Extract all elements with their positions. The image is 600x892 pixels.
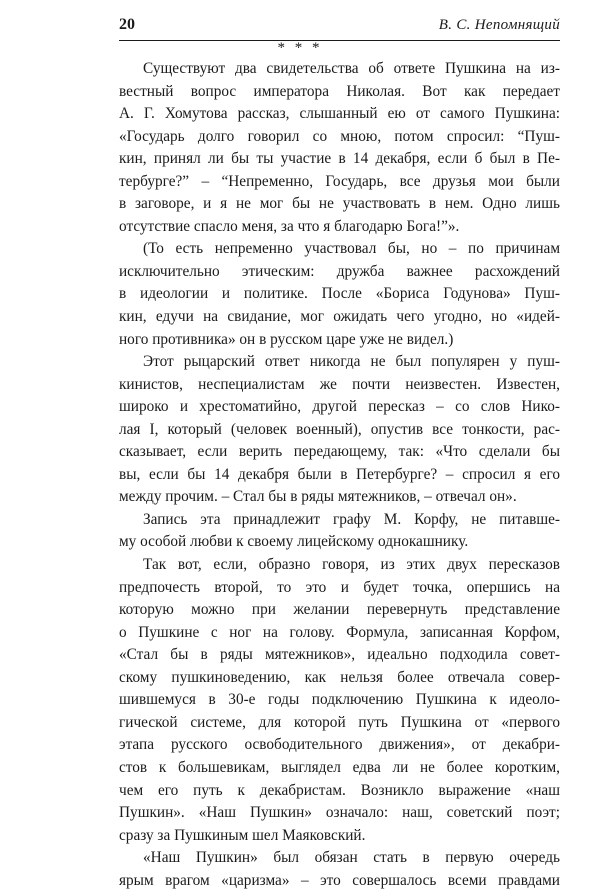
text-line: стов к большевикам, выглядел едва ли не более коротким, bbox=[119, 758, 560, 776]
text-line: скому пушкиноведению, как нельзя более отвечала совер- bbox=[119, 668, 560, 686]
text-line: о Пушкине с ног на голову. Формула, записанная Корфом, bbox=[119, 623, 560, 641]
body-text bbox=[119, 58, 560, 892]
text-line: А. Г. Хомутова рассказ, слышанный ею от самого Пушкина: bbox=[119, 105, 560, 123]
running-head-author: В. С. Непомнящий bbox=[438, 17, 560, 33]
text-line: ного противника» он в русском царе уже не видел.) bbox=[119, 330, 454, 348]
text-line: между прочим. – Стал бы в ряды мятежников, – отвечал он». bbox=[119, 488, 517, 506]
text-line: шившемуся в 30-е годы подключению Пушкина к идеоло- bbox=[119, 691, 560, 709]
text-line: вестный вопрос императора Николая. Вот как передает bbox=[119, 82, 560, 100]
text-line: исключительно этическим: дружба важнее расхождений bbox=[119, 262, 560, 280]
paragraph bbox=[119, 509, 560, 554]
text-line: Так вот, если, образно говоря, из этих двух пересказов bbox=[143, 556, 560, 574]
text-line: широко и хрестоматийно, другой пересказ – со слов Нико- bbox=[119, 398, 560, 416]
text-line: сказывает, если верить передающему, так: «Что сделали бы bbox=[119, 443, 560, 461]
page-number: 20 bbox=[119, 16, 135, 33]
text-line: «Государь долго говорил со мною, потом спросил: “Пуш- bbox=[119, 127, 560, 145]
text-line: тербурге?” – “Непременно, Государь, все друзья мои были bbox=[119, 172, 560, 190]
paragraph bbox=[119, 238, 560, 351]
text-line: Существуют два свидетельства об ответе Пушкина на из- bbox=[143, 60, 560, 77]
text-line: му особой любви к своему лицейскому однокашнику. bbox=[119, 533, 469, 551]
text-line: (То есть непременно участвовал бы, но – по причинам bbox=[143, 240, 560, 258]
text-line: вы, если бы 14 декабря были в Петербурге? – спросил я его bbox=[119, 465, 560, 483]
text-line: кинистов, неспециалистам же почти неизвестен. Известен, bbox=[119, 375, 560, 393]
text-line: в заговоре, и я не мог бы не участвовать в нем. Одно лишь bbox=[119, 195, 560, 213]
text-line: чем его путь к декабристам. Возникло выражение «наш bbox=[119, 781, 560, 799]
text-line: лая I, который (человек военный), опустив все тонкости, рас- bbox=[119, 420, 560, 438]
text-line: этапа русского освободительного движения», от декабри- bbox=[119, 736, 560, 754]
text-line: Запись эта принадлежит графу М. Корфу, не питавше- bbox=[143, 510, 560, 528]
text-line: кин, едучи на свидание, мог ожидать чего угодно, но «идей- bbox=[119, 308, 560, 326]
text-line: гической системе, для которой путь Пушкина от «первого bbox=[119, 713, 560, 731]
paragraph bbox=[119, 847, 560, 892]
page-header bbox=[119, 16, 560, 38]
text-line: Этот рыцарский ответ никогда не был популярен у пуш- bbox=[143, 353, 560, 371]
text-line: кин, принял ли бы ты участие в 14 декабря, если б был в Пе- bbox=[119, 150, 560, 168]
text-line: которую можно при желании перевернуть представление bbox=[119, 601, 560, 619]
text-line: предпочесть второй, то это и будет точка, опершись на bbox=[119, 578, 560, 596]
paragraph bbox=[119, 58, 560, 238]
text-line: «Наш Пушкин» был обязан стать в первую очередь bbox=[143, 849, 560, 867]
text-line: сразу за Пушкиным шел Маяковский. bbox=[119, 826, 366, 844]
section-separator: * * * bbox=[277, 40, 323, 56]
text-line: в идеологии и политике. После «Бориса Годунова» Пуш- bbox=[119, 285, 560, 303]
text-line: отсутствие спасло меня, за что я благодарю Бога!”». bbox=[119, 217, 460, 235]
text-line: «Стал бы в ряды мятежников», идеально подходила совет- bbox=[119, 646, 560, 664]
paragraph bbox=[119, 351, 560, 509]
text-line: ярым врагом «царизма» – это совершалось всеми правдами bbox=[119, 871, 560, 889]
paragraph bbox=[119, 554, 560, 847]
text-line: Пушкин». «Наш Пушкин» означало: наш, советский поэт; bbox=[119, 804, 560, 822]
